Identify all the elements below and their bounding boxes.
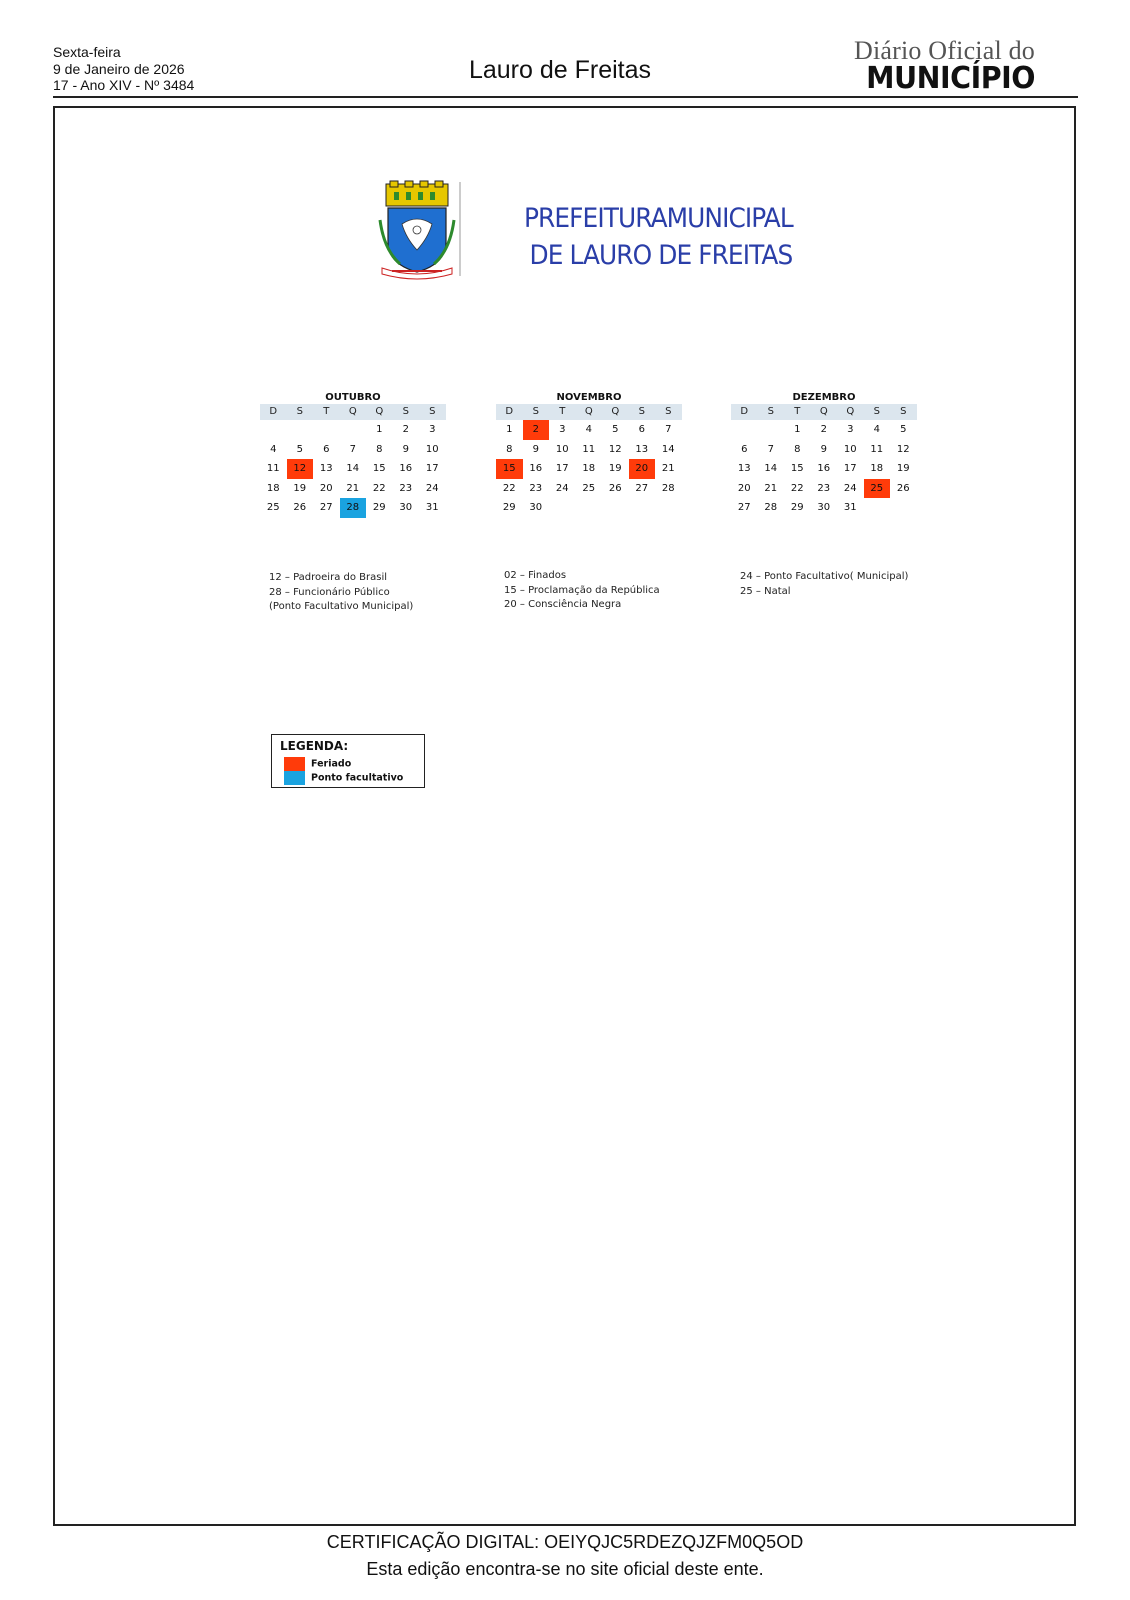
calendar-empty-cell <box>313 420 340 440</box>
calendar-day: 31 <box>425 502 439 514</box>
brand-bottom: MUNICÍPIO <box>866 61 1035 96</box>
calendar-day: 21 <box>346 482 360 494</box>
calendar-day: 1 <box>794 424 801 435</box>
calendar-day: 17 <box>843 463 857 475</box>
calendar-day: 4 <box>585 424 592 435</box>
weekday-header: S <box>758 404 785 420</box>
weekday-header: T <box>313 404 340 420</box>
calendar-day: 6 <box>741 443 748 455</box>
brand-logo <box>835 38 1035 94</box>
calendar-grid <box>496 404 682 518</box>
calendar-day: 14 <box>764 463 778 475</box>
calendar-day: 22 <box>372 482 386 494</box>
header-city: Lauro de Freitas <box>468 56 652 84</box>
calendar-day: 12 <box>896 443 910 455</box>
calendar-day: 15 <box>372 463 386 475</box>
calendar-day: 21 <box>764 482 778 494</box>
weekday-header: T <box>549 404 576 420</box>
calendar-title: NOVEMBRO <box>556 392 622 403</box>
weekday-header: S <box>655 404 682 420</box>
weekday-header: S <box>419 404 446 420</box>
calendar-day: 15 <box>496 459 523 479</box>
calendar-day: 19 <box>608 463 622 475</box>
calendar-day: 15 <box>790 463 804 475</box>
calendar-day: 11 <box>870 443 884 455</box>
weekday-header: Q <box>837 404 864 420</box>
calendar-empty-cell <box>340 420 367 440</box>
calendar-day: 19 <box>293 482 307 494</box>
brand-top: Diário Oficial do <box>853 36 1035 65</box>
header-date: 9 de Janeiro de 2026 <box>53 60 185 77</box>
notes-outubro <box>269 571 413 615</box>
calendar-outubro <box>260 391 446 518</box>
calendar-day: 28 <box>340 498 367 518</box>
calendar-day: 24 <box>425 482 439 494</box>
weekday-header: S <box>523 404 550 420</box>
calendar-day: 27 <box>635 482 649 494</box>
calendar-day: 17 <box>425 463 439 475</box>
calendar-day: 27 <box>319 502 333 514</box>
legend-label-ponto: Ponto facultativo <box>311 772 404 784</box>
calendar-day: 19 <box>896 463 910 475</box>
calendar-day: 18 <box>266 482 280 494</box>
calendar-day: 3 <box>429 424 436 435</box>
header-edition: 17 - Ano XIV - Nº 3484 <box>53 77 195 93</box>
calendar-day: 5 <box>900 424 907 435</box>
calendar-day: 23 <box>399 482 413 494</box>
calendar-novembro <box>496 391 682 518</box>
calendar-day: 6 <box>323 443 330 455</box>
calendar-day: 22 <box>502 482 516 494</box>
calendar-day: 1 <box>376 424 383 435</box>
calendar-day: 28 <box>764 502 778 514</box>
calendar-day: 5 <box>612 424 619 435</box>
calendar-day: 2 <box>402 424 409 435</box>
weekday-header: D <box>731 404 758 420</box>
calendar-day: 7 <box>349 443 356 455</box>
calendar-day: 12 <box>287 459 314 479</box>
legend-ponto <box>284 771 403 785</box>
calendar-day: 24 <box>843 482 857 494</box>
calendar-title: OUTUBRO <box>325 392 381 403</box>
calendar-day: 5 <box>296 443 303 455</box>
content-frame <box>53 106 1076 1526</box>
calendar-day: 13 <box>319 463 333 475</box>
legend-swatch-feriado <box>284 757 305 771</box>
note-line: 02 – Finados <box>504 570 567 581</box>
calendar-day: 16 <box>817 463 831 475</box>
header-meta <box>53 44 194 94</box>
calendar-empty-cell <box>731 420 758 440</box>
weekday-header: S <box>393 404 420 420</box>
calendar-day: 10 <box>555 443 569 455</box>
weekday-header: Q <box>576 404 603 420</box>
calendar-day: 29 <box>372 502 386 514</box>
calendar-day: 23 <box>529 482 543 494</box>
calendar-day: 20 <box>629 459 656 479</box>
legend-title: LEGENDA: <box>280 739 349 753</box>
note-line: 20 – Consciência Negra <box>504 599 622 610</box>
calendar-empty-cell <box>758 420 785 440</box>
header-divider <box>53 96 1078 98</box>
note-line: 15 – Proclamação da República <box>504 584 660 596</box>
calendar-day: 25 <box>266 502 280 514</box>
calendar-day: 31 <box>843 502 857 514</box>
legend-box <box>271 734 425 788</box>
calendar-day: 11 <box>582 443 596 455</box>
calendar-day: 25 <box>864 479 891 499</box>
calendar-day: 9 <box>402 443 409 455</box>
weekday-header: T <box>784 404 811 420</box>
calendar-day: 2 <box>523 420 550 440</box>
calendar-day: 14 <box>346 463 360 475</box>
calendar-day: 30 <box>399 502 413 514</box>
calendar-day: 17 <box>555 463 569 475</box>
calendar-day: 18 <box>582 463 596 475</box>
calendar-day: 11 <box>266 463 280 475</box>
calendar-day: 21 <box>661 463 675 475</box>
note-line: 24 – Ponto Facultativo( Municipal) <box>740 571 909 582</box>
weekday-header: Q <box>811 404 838 420</box>
calendar-empty-cell <box>260 420 287 440</box>
calendar-day: 10 <box>425 443 439 455</box>
calendar-day: 8 <box>794 443 801 455</box>
calendar-day: 3 <box>559 424 566 435</box>
notes-novembro <box>504 569 660 613</box>
calendar-day: 6 <box>638 424 645 435</box>
weekday-header: D <box>260 404 287 420</box>
calendar-day: 20 <box>319 482 333 494</box>
calendar-day: 8 <box>376 443 383 455</box>
calendar-day: 30 <box>817 502 831 514</box>
calendar-day: 18 <box>870 463 884 475</box>
calendar-day: 20 <box>737 482 751 494</box>
header-weekday: Sexta-feira <box>53 44 121 60</box>
calendar-day: 4 <box>270 443 277 455</box>
legend-feriado <box>284 757 351 771</box>
calendar-day: 26 <box>293 502 307 514</box>
calendar-day: 28 <box>661 482 675 494</box>
calendar-day: 2 <box>820 424 827 435</box>
calendar-day: 16 <box>399 463 413 475</box>
calendar-day: 13 <box>635 443 649 455</box>
legend-swatch-ponto <box>284 771 305 785</box>
calendar-day: 12 <box>608 443 622 455</box>
calendar-day: 27 <box>737 502 751 514</box>
note-line: 28 – Funcionário Público <box>269 586 390 598</box>
calendar-day: 25 <box>582 482 596 494</box>
calendar-day: 30 <box>529 502 543 514</box>
calendar-title: DEZEMBRO <box>792 392 856 403</box>
calendar-day: 26 <box>896 482 910 494</box>
note-line: 12 – Padroeira do Brasil <box>269 572 388 583</box>
calendar-grid <box>731 404 917 518</box>
calendar-day: 23 <box>817 482 831 494</box>
weekday-header: S <box>864 404 891 420</box>
prefeitura-line2: DE LAURO DE FREITAS <box>529 240 793 271</box>
calendar-day: 13 <box>737 463 751 475</box>
calendar-day: 26 <box>608 482 622 494</box>
weekday-header: Q <box>340 404 367 420</box>
prefeitura-title <box>524 200 793 274</box>
calendar-day: 1 <box>506 424 513 435</box>
calendar-day: 22 <box>790 482 804 494</box>
calendar-day: 16 <box>529 463 543 475</box>
weekday-header: S <box>890 404 917 420</box>
weekday-header: S <box>629 404 656 420</box>
weekday-header: D <box>496 404 523 420</box>
prefeitura-line1: PREFEITURAMUNICIPAL <box>524 203 793 234</box>
calendar-day: 7 <box>767 443 774 455</box>
footer-certification: CERTIFICAÇÃO DIGITAL: OEIYQJC5RDEZQJZFM0Q5OD <box>326 1532 804 1552</box>
calendar-day: 29 <box>790 502 804 514</box>
coat-of-arms-icon <box>378 180 468 280</box>
weekday-header: Q <box>602 404 629 420</box>
calendar-day: 9 <box>820 443 827 455</box>
footer-site-note: Esta edição encontra-se no site oficial deste ente. <box>366 1559 764 1579</box>
calendar-empty-cell <box>287 420 314 440</box>
calendar-day: 8 <box>506 443 513 455</box>
calendar-dezembro <box>731 391 917 518</box>
calendar-day: 9 <box>532 443 539 455</box>
calendar-day: 3 <box>847 424 854 435</box>
calendar-day: 14 <box>661 443 675 455</box>
note-line: 25 – Natal <box>740 585 791 597</box>
legend-label-feriado: Feriado <box>311 758 352 770</box>
calendar-grid <box>260 404 446 518</box>
note-line: (Ponto Facultativo Municipal) <box>269 601 414 612</box>
calendar-day: 29 <box>502 502 516 514</box>
calendar-day: 4 <box>873 424 880 435</box>
weekday-header: Q <box>366 404 393 420</box>
weekday-header: S <box>287 404 314 420</box>
notes-dezembro <box>740 570 908 599</box>
calendar-day: 7 <box>665 424 672 435</box>
calendar-day: 24 <box>555 482 569 494</box>
calendar-day: 10 <box>843 443 857 455</box>
